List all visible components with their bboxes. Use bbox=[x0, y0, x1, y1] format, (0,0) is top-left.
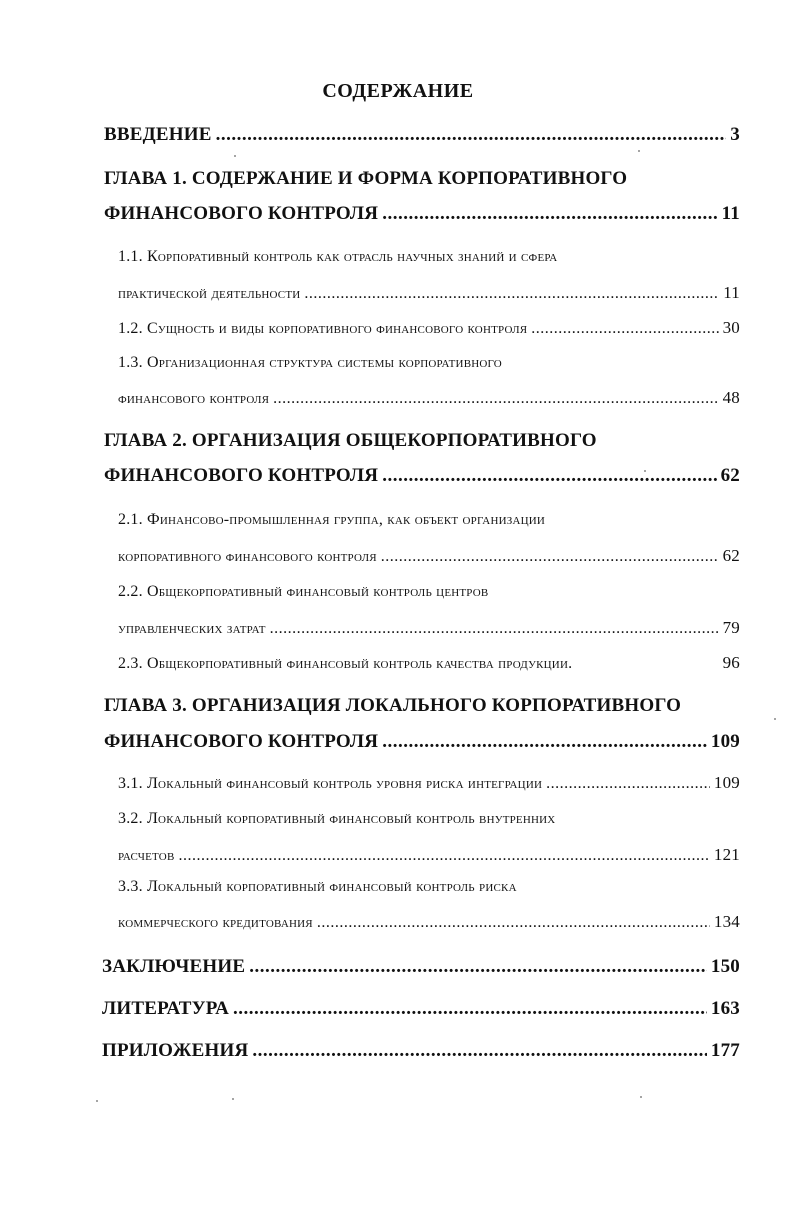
toc-entry-label: ПРИЛОЖЕНИЯ bbox=[102, 1040, 249, 1061]
scan-speck bbox=[96, 1100, 98, 1102]
dot-leader bbox=[252, 1040, 707, 1062]
toc-entry-label: 2.3. Общекорпоративный финансовый контроль качества продукции. bbox=[118, 655, 573, 672]
toc-entry-chapter-2[interactable] bbox=[104, 465, 740, 487]
toc-page-number: 134 bbox=[713, 912, 740, 931]
toc-page-number: 177 bbox=[710, 1040, 740, 1061]
toc-page-number: 121 bbox=[713, 845, 740, 864]
dot-leader bbox=[382, 203, 717, 225]
toc-entry-section-2-3[interactable] bbox=[118, 653, 740, 673]
dot-leader bbox=[317, 914, 710, 932]
page-title: СОДЕРЖАНИЕ bbox=[322, 80, 474, 102]
toc-entry-section-3-2[interactable] bbox=[118, 845, 740, 865]
dot-leader bbox=[270, 620, 719, 638]
dot-leader bbox=[381, 548, 719, 566]
toc-page-number: 109 bbox=[710, 731, 740, 752]
toc-page-number: 48 bbox=[722, 388, 740, 407]
dot-leader bbox=[179, 847, 710, 865]
toc-page-number: 109 bbox=[713, 773, 740, 792]
toc-section-2-1-title[interactable]: 2.1. Финансово-промышленная группа, как объект организации bbox=[118, 511, 546, 528]
toc-section-1-3-title[interactable]: 1.3. Организационная структура системы корпоративного bbox=[118, 354, 502, 371]
toc-section-2-2-title[interactable]: 2.2. Общекорпоративный финансовый контроль центров bbox=[118, 583, 489, 600]
toc-entry-label: ВВЕДЕНИЕ bbox=[104, 124, 212, 145]
dot-leader bbox=[216, 124, 727, 146]
toc-entry-chapter-1[interactable] bbox=[104, 203, 740, 225]
toc-page-number: 30 bbox=[722, 318, 740, 337]
dot-leader bbox=[304, 285, 719, 303]
toc-page-number: 62 bbox=[720, 465, 740, 486]
toc-entry-label: управленческих затрат bbox=[118, 620, 266, 637]
toc-entry-label: 1.2. Сущность и виды корпоративного финансового контроля bbox=[118, 320, 528, 337]
dot-leader bbox=[382, 731, 707, 753]
toc-section-3-3-title[interactable]: 3.3. Локальный корпоративный финансовый контроль риска bbox=[118, 878, 517, 895]
dot-leader bbox=[382, 465, 716, 487]
toc-entry-section-1-3[interactable] bbox=[118, 388, 740, 408]
toc-entry-label: финансового контроля bbox=[118, 390, 270, 407]
toc-entry-section-1-2[interactable] bbox=[118, 318, 740, 338]
toc-entry-label: 3.1. Локальный финансовый контроль уровня риска интеграции bbox=[118, 775, 543, 792]
dot-leader bbox=[249, 956, 707, 978]
toc-chapter-1-title[interactable]: ГЛАВА 1. СОДЕРЖАНИЕ И ФОРМА КОРПОРАТИВНОГО bbox=[104, 168, 628, 189]
toc-section-1-1-title[interactable]: 1.1. Корпоративный контроль как отрасль научных знаний и сфера bbox=[118, 248, 558, 265]
toc-section-3-2-title[interactable]: 3.2. Локальный корпоративный финансовый контроль внутренних bbox=[118, 810, 556, 827]
toc-entry-label: корпоративного финансового контроля bbox=[118, 548, 377, 565]
scan-speck bbox=[774, 718, 776, 720]
toc-entry-label: ФИНАНСОВОГО КОНТРОЛЯ bbox=[104, 203, 379, 224]
toc-entry-label: коммерческого кредитования bbox=[118, 914, 313, 931]
toc-chapter-2-title[interactable]: ГЛАВА 2. ОРГАНИЗАЦИЯ ОБЩЕКОРПОРАТИВНОГО bbox=[104, 430, 597, 451]
toc-entry-label: ЗАКЛЮЧЕНИЕ bbox=[102, 956, 246, 977]
toc-entry-section-1-1[interactable] bbox=[118, 283, 740, 303]
toc-entry-conclusion[interactable] bbox=[102, 956, 740, 978]
toc-entry-label: ФИНАНСОВОГО КОНТРОЛЯ bbox=[104, 465, 379, 486]
toc-entry-section-3-1[interactable] bbox=[118, 773, 740, 793]
toc-entry-label: ЛИТЕРАТУРА bbox=[102, 998, 230, 1019]
toc-chapter-3-title[interactable]: ГЛАВА 3. ОРГАНИЗАЦИЯ ЛОКАЛЬНОГО КОРПОРАТИВНОГО bbox=[104, 695, 682, 716]
toc-page-number: 62 bbox=[722, 546, 740, 565]
toc-entry-section-2-2[interactable] bbox=[118, 618, 740, 638]
scan-speck bbox=[234, 155, 236, 157]
scan-speck bbox=[640, 1096, 642, 1098]
toc-entry-label: расчетов bbox=[118, 847, 175, 864]
scan-speck bbox=[644, 470, 646, 472]
scan-speck bbox=[638, 150, 640, 152]
toc-entry-label: практической деятельности bbox=[118, 285, 301, 302]
toc-entry-literature[interactable] bbox=[102, 998, 740, 1020]
dot-leader bbox=[531, 320, 718, 338]
toc-page-number: 96 bbox=[722, 653, 740, 672]
toc-entry-appendices[interactable] bbox=[102, 1040, 740, 1062]
toc-page-number: 11 bbox=[723, 283, 740, 302]
toc-entry-section-2-1[interactable] bbox=[118, 546, 740, 566]
toc-entry-chapter-3[interactable] bbox=[104, 731, 740, 753]
toc-page-number: 163 bbox=[710, 998, 740, 1019]
toc-page-number: 11 bbox=[721, 203, 740, 224]
dot-leader bbox=[273, 390, 718, 408]
dot-leader bbox=[233, 998, 707, 1020]
scan-speck bbox=[232, 1098, 234, 1100]
toc-page-number: 3 bbox=[730, 124, 740, 145]
toc-page-number: 79 bbox=[722, 618, 740, 637]
toc-entry-introduction[interactable] bbox=[104, 124, 740, 146]
toc-page-number: 150 bbox=[710, 956, 740, 977]
toc-entry-section-3-3[interactable] bbox=[118, 912, 740, 932]
dot-leader bbox=[546, 775, 710, 793]
toc-entry-label: ФИНАНСОВОГО КОНТРОЛЯ bbox=[104, 731, 379, 752]
